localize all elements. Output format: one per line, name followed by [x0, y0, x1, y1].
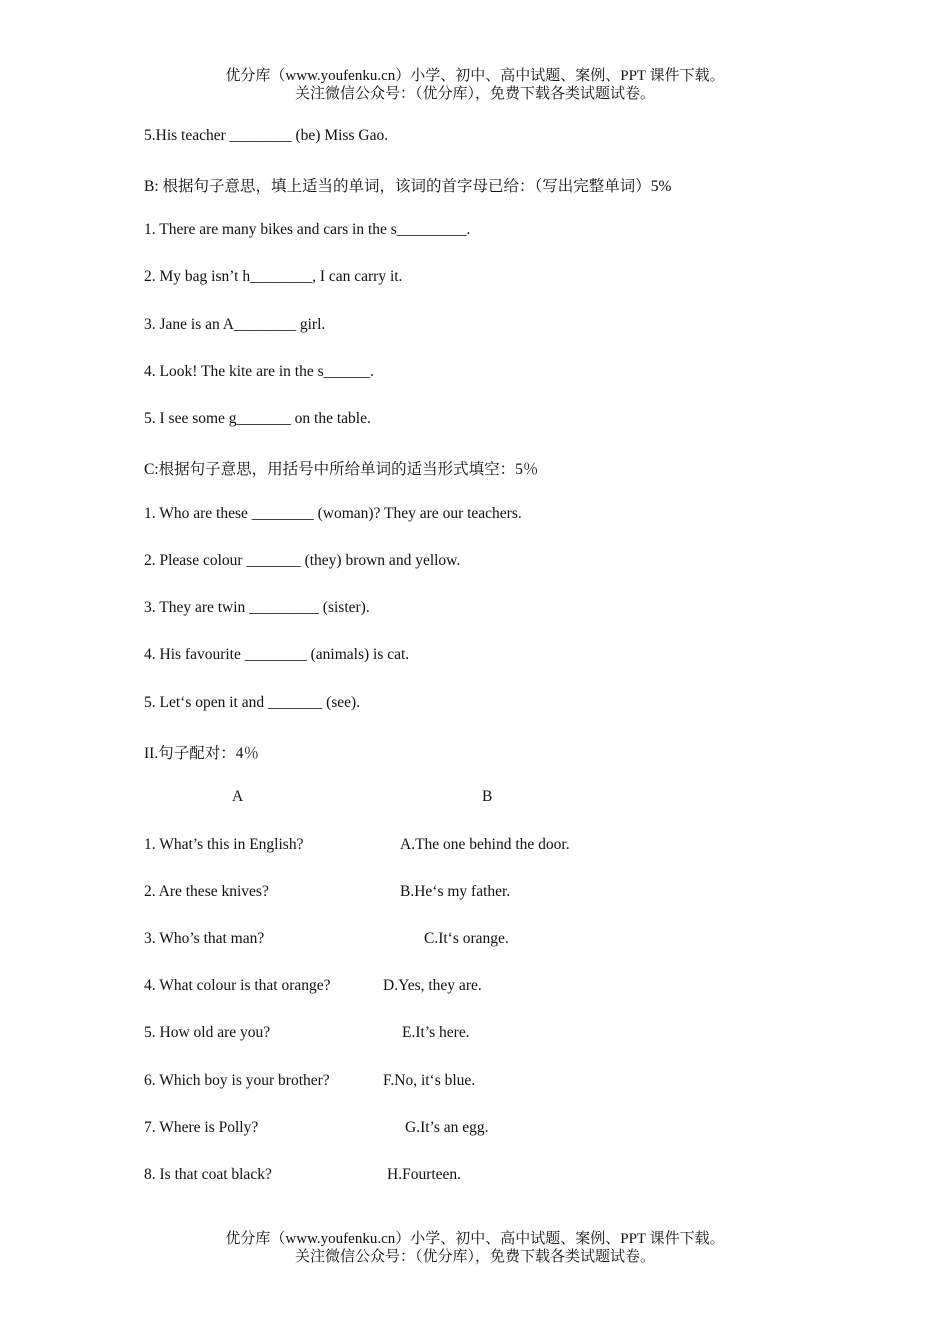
section-c-title: C:根据句子意思，用括号中所给单词的适当形式填空：5％	[144, 461, 539, 478]
question-c-5: 5. Let‘s open it and _______ (see).	[144, 694, 361, 711]
question-c-2: 2. Please colour _______ (they) brown and yellow.	[144, 552, 461, 569]
section-ii-title: II.句子配对：4％	[144, 745, 259, 762]
match-b-1: A.The one behind the door.	[400, 836, 570, 853]
page-header	[0, 67, 950, 103]
question-b-2: 2. My bag isn’t h________, I can carry it.	[144, 268, 403, 285]
question-b-5: 5. I see some g_______ on the table.	[144, 410, 371, 427]
column-b-header: B	[482, 788, 493, 805]
match-a-8: 8. Is that coat black?	[144, 1166, 272, 1183]
question-c-1: 1. Who are these ________ (woman)? They are our teachers.	[144, 505, 522, 522]
question-b-3: 3. Jane is an A________ girl.	[144, 316, 326, 333]
match-b-7: G.It’s an egg.	[405, 1119, 489, 1136]
section-b-title: B: 根据句子意思，填上适当的单词，该词的首字母已给：（写出完整单词）5%	[144, 178, 672, 195]
match-a-2: 2. Are these knives?	[144, 883, 269, 900]
match-b-6: F.No, it‘s blue.	[383, 1072, 476, 1089]
column-a-header: A	[232, 788, 244, 805]
match-b-8: H.Fourteen.	[387, 1166, 462, 1183]
question-a-5: 5.His teacher ________ (be) Miss Gao.	[144, 127, 389, 144]
match-a-7: 7. Where is Polly?	[144, 1119, 259, 1136]
question-c-4: 4. His favourite ________ (animals) is cat.	[144, 646, 410, 663]
match-a-5: 5. How old are you?	[144, 1024, 271, 1041]
page-footer	[0, 1230, 950, 1266]
match-b-5: E.It’s here.	[402, 1024, 470, 1041]
match-a-6: 6. Which boy is your brother?	[144, 1072, 330, 1089]
header-line-1: 优分库（www.youfenku.cn）小学、初中、高中试题、案例、PPT 课件下载。	[225, 68, 725, 84]
match-a-4: 4. What colour is that orange?	[144, 977, 331, 994]
footer-line-1: 优分库（www.youfenku.cn）小学、初中、高中试题、案例、PPT 课件下载。	[225, 1231, 725, 1247]
match-b-2: B.He‘s my father.	[400, 883, 511, 900]
question-c-3: 3. They are twin _________ (sister).	[144, 599, 370, 616]
question-b-1: 1. There are many bikes and cars in the s_________.	[144, 221, 471, 238]
match-b-4: D.Yes, they are.	[383, 977, 482, 994]
question-b-4: 4. Look! The kite are in the s______.	[144, 363, 375, 380]
header-line-2: 关注微信公众号：（优分库），免费下载各类试题试卷。	[294, 86, 655, 102]
match-a-1: 1. What’s this in English?	[144, 836, 304, 853]
footer-line-2: 关注微信公众号：（优分库），免费下载各类试题试卷。	[294, 1249, 655, 1265]
match-b-3: C.It‘s orange.	[424, 930, 509, 947]
match-a-3: 3. Who’s that man?	[144, 930, 265, 947]
